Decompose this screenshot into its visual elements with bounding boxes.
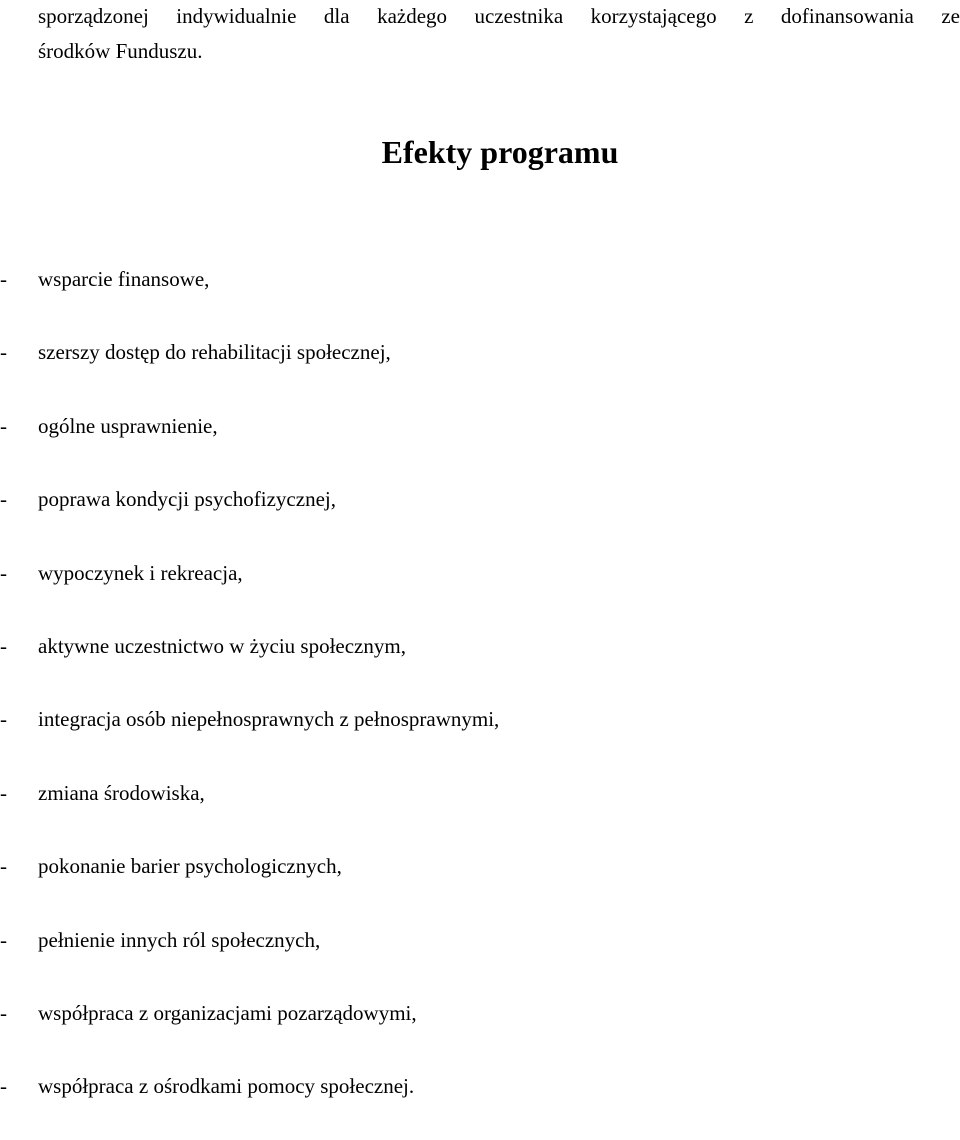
bullet-dash: - [0, 707, 7, 732]
effect-text: współpraca z organizacjami pozarządowymi, [38, 1000, 417, 1025]
effect-text: ogólne usprawnienie, [38, 413, 218, 438]
bullet-dash: - [0, 854, 7, 879]
effect-text: zmiana środowiska, [38, 780, 205, 805]
effect-text: współpraca z ośrodkami pomocy społecznej. [38, 1074, 415, 1099]
bullet-dash: - [0, 413, 7, 438]
bullet-dash: - [0, 267, 7, 291]
bullet-dash: - [0, 780, 7, 805]
intro-line-1: sporządzonej indywidualnie dla każdego uczestnika korzystającego z dofinansowania ze [38, 4, 960, 28]
effect-text: wypoczynek i rekreacja, [38, 560, 243, 585]
effect-text: poprawa kondycji psychofizycznej, [38, 487, 336, 512]
effect-text: szerszy dostęp do rehabilitacji społecznej, [38, 340, 391, 365]
intro-paragraph [38, 0, 960, 69]
bullet-dash: - [0, 1000, 7, 1025]
bullet-dash: - [0, 633, 7, 658]
effect-text: pełnienie innych ról społecznych, [38, 927, 321, 952]
effect-text: wsparcie finansowe, [38, 267, 210, 291]
section-heading: Efekty programu [381, 134, 619, 170]
effect-text: integracja osób niepełnosprawnych z pełnosprawnymi, [38, 707, 500, 732]
effect-text: aktywne uczestnictwo w życiu społecznym, [38, 633, 406, 658]
bullet-dash: - [0, 487, 7, 512]
bullet-dash: - [0, 340, 7, 365]
intro-line-2: środków Funduszu. [38, 39, 203, 63]
bullet-dash: - [0, 1074, 7, 1099]
bullet-dash: - [0, 560, 7, 585]
bullet-dash: - [0, 927, 7, 952]
effect-text: pokonanie barier psychologicznych, [38, 854, 342, 879]
